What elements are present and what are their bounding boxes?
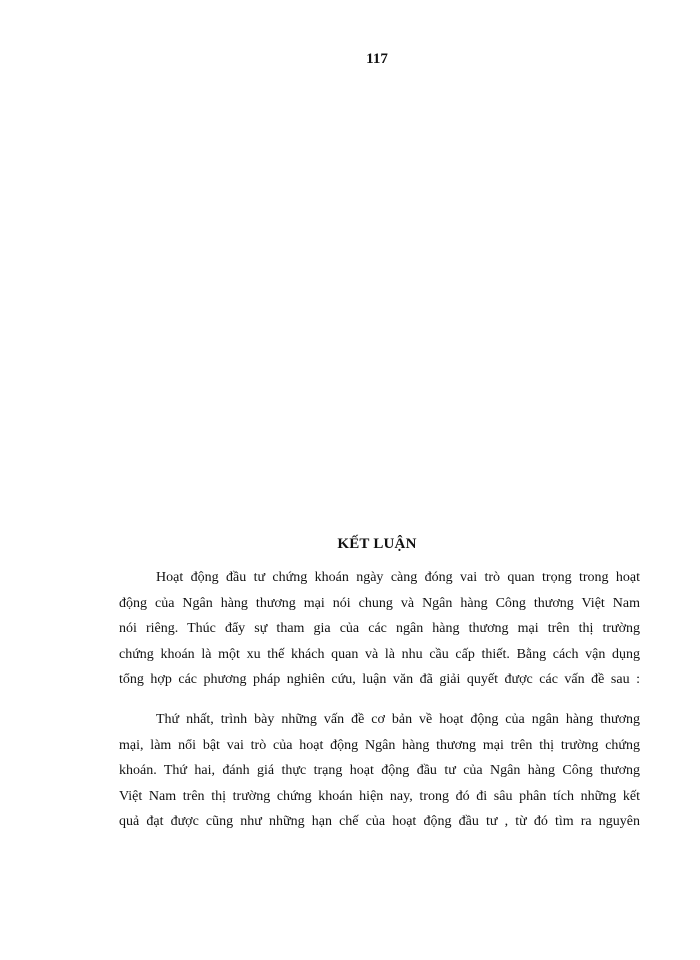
paragraph-line: Việt Nam trên thị trường chứng khoán hiện nay, trong đó đi sâu phân tích những kết <box>119 788 640 804</box>
paragraph-line: tổng hợp các phương pháp nghiên cứu, luận văn đã giải quyết được các vấn đề sau : <box>119 672 640 687</box>
paragraph-line: Hoạt động đầu tư chứng khoán ngày càng đóng vai trò quan trọng trong hoạt <box>156 570 640 585</box>
paragraph-line: Thứ nhất, trình bày những vấn đề cơ bản về hoạt động của ngân hàng thương <box>156 712 640 727</box>
paragraph-2 <box>119 707 640 835</box>
paragraph-line: động của Ngân hàng thương mại nói chung và Ngân hàng Công thương Việt Nam <box>119 595 640 611</box>
paragraph-1 <box>119 565 640 693</box>
section-heading: KẾT LUẬN <box>337 536 417 552</box>
paragraph-line: quả đạt được cũng như những hạn chế của hoạt động đầu tư , từ đó tìm ra nguyên <box>119 814 640 829</box>
page-number: 117 <box>366 51 388 67</box>
paragraph-line: nói riêng. Thúc đẩy sự tham gia của các ngân hàng thương mại trên thị trường <box>119 621 640 636</box>
paragraph-line: mại, làm nổi bật vai trò của hoạt động Ngân hàng thương mại trên thị trường chứng <box>119 737 640 753</box>
paragraph-line: khoán. Thứ hai, đánh giá thực trạng hoạt động đầu tư của Ngân hàng Công thương <box>119 763 640 778</box>
paragraph-line: chứng khoán là một xu thế khách quan và là nhu cầu cấp thiết. Bằng cách vận dụng <box>119 646 640 662</box>
